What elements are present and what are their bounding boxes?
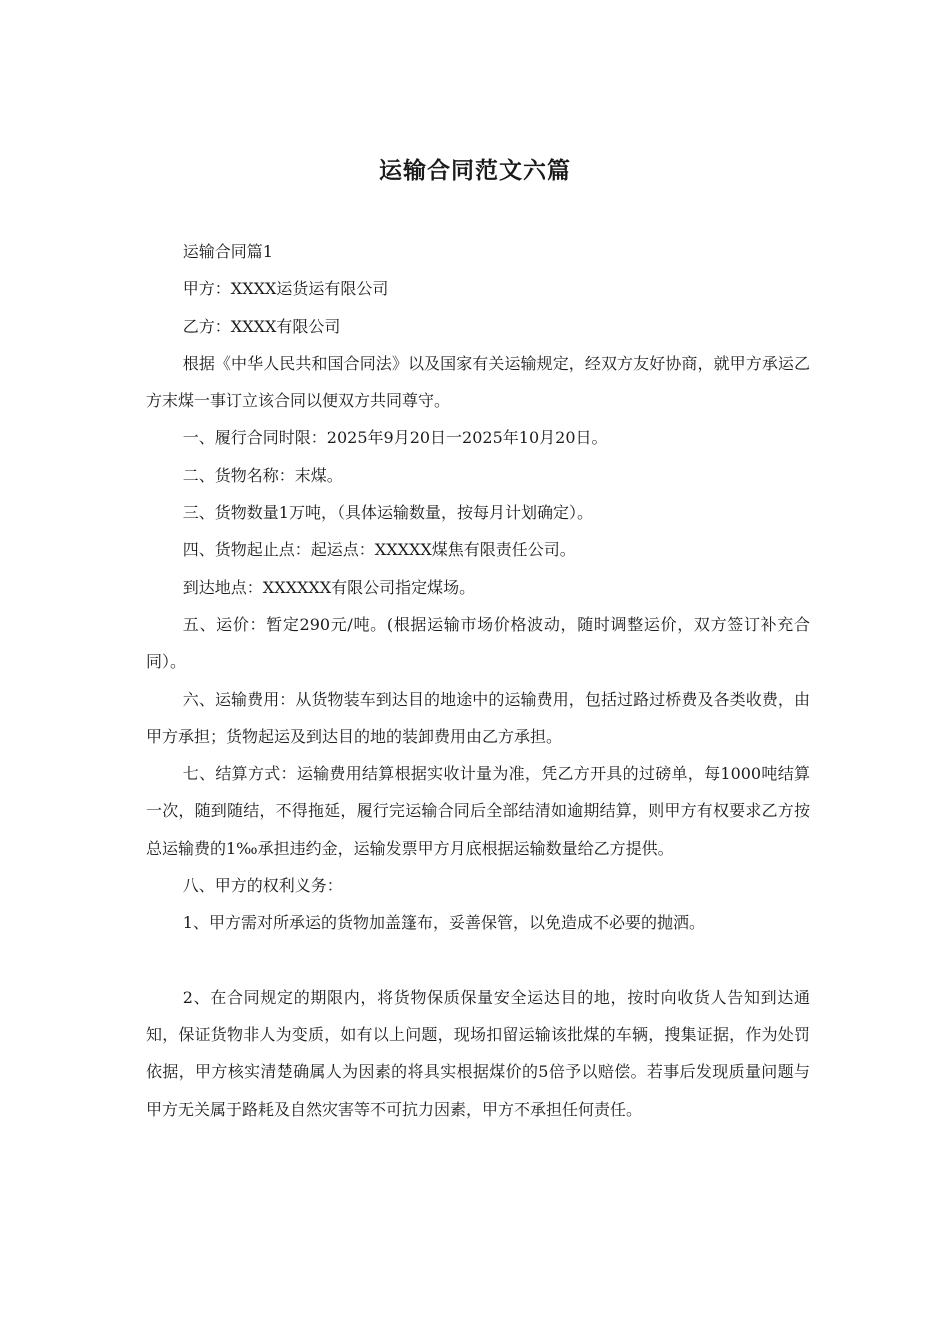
- clause-1: 一、履行合同时限：2025年9月20日一2025年10月20日。: [182, 428, 608, 448]
- clause-8: 八、甲方的权利义务：: [182, 876, 343, 896]
- clause-2: 二、货物名称：末煤。: [182, 465, 343, 485]
- clause-6: 六、运输费用：从货物装车到达目的地途中的运输费用，包括过路过桥费及各类收费，由甲方承担；货物起运及到达目的地的装卸费用由乙方承担。: [146, 689, 810, 746]
- clause-8-item-2: 2、在合同规定的期限内，将货物保质保量安全运达目的地，按时向收货人告知到达通知，保证货物非人为变质，如有以上问题，现场扣留运输该批煤的车辆，搜集证据，作为处罚依据，甲方核实清楚确属人为因素的将具实根据煤价的5倍予以赔偿。若事后发现质量问题与甲方无关属于路耗及自然灾害等不可抗力因素，甲方不承担任何责任。: [146, 987, 810, 1119]
- clause-4: 四、货物起止点：起运点：XXXXX煤焦有限责任公司。: [182, 540, 576, 560]
- preamble-paragraph: 根据《中华人民共和国合同法》以及国家有关运输规定，经双方友好协商，就甲方承运乙方末煤一事订立该合同以便双方共同尊守。: [146, 353, 810, 411]
- party-a: 甲方：XXXX运货运有限公司: [182, 279, 389, 299]
- document-title: 运输合同范文六篇: [379, 157, 571, 184]
- clause-5: 五、运价：暂定290元/吨。(根据运输市场价格波动，随时调整运价，双方签订补充合同）。: [146, 614, 810, 672]
- clause-3: 三、货物数量1万吨，（具体运输数量，按每月计划确定）。: [182, 503, 593, 523]
- party-b: 乙方：XXXX有限公司: [182, 316, 341, 336]
- clause-7: 七、结算方式：运输费用结算根据实收计量为准，凭乙方开具的过磅单，每1000吨结算一次，随到随结，不得拖延，履行完运输合同后全部结清如逾期结算，则甲方有权要求乙方按总运输费的1‰承担违约金，运输发票甲方月底根据运输数量给乙方提供。: [146, 764, 810, 858]
- clause-8-item-1: 1、甲方需对所承运的货物加盖篷布，妥善保管，以免造成不必要的抛洒。: [182, 913, 705, 933]
- section-heading: 运输合同篇1: [182, 242, 273, 261]
- document-body: [146, 233, 810, 1128]
- clause-4-destination: 到达地点：XXXXXX有限公司指定煤场。: [182, 577, 476, 597]
